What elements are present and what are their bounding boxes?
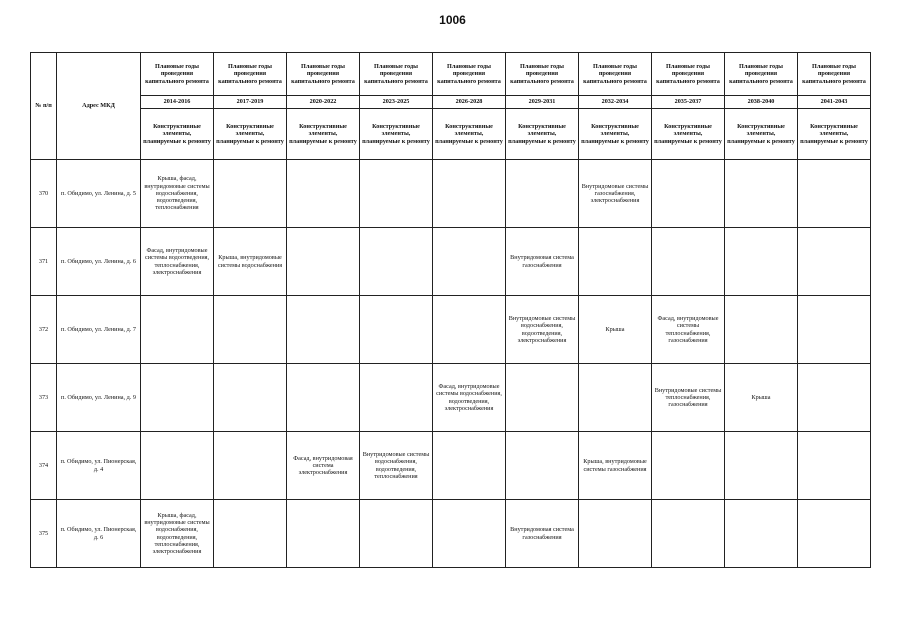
repair-cell: Внутридомовая система газоснабжения [506,500,579,568]
page-number: 1006 [439,13,466,27]
elements-header: Конструктивные элементы, планируемые к ремонту [506,109,579,160]
period-years: 2020-2022 [287,96,360,109]
repair-cell [433,432,506,500]
repair-cell [798,296,871,364]
period-title: Плановые годы проведения капитального ремонта [360,53,433,96]
repair-cell [798,432,871,500]
table-row [31,296,871,364]
repair-cell [798,500,871,568]
repair-cell [360,228,433,296]
elements-header: Конструктивные элементы, планируемые к ремонту [360,109,433,160]
repair-cell [360,500,433,568]
table-row [31,432,871,500]
elements-header: Конструктивные элементы, планируемые к ремонту [579,109,652,160]
row-number: 372 [31,296,57,364]
header-row-titles [31,53,871,96]
period-title: Плановые годы проведения капитального ремонта [579,53,652,96]
repair-cell [506,160,579,228]
repair-cell [287,364,360,432]
period-title: Плановые годы проведения капитального ремонта [725,53,798,96]
repair-cell [798,160,871,228]
elements-header: Конструктивные элементы, планируемые к ремонту [652,109,725,160]
repair-cell [433,228,506,296]
period-title: Плановые годы проведения капитального ремонта [287,53,360,96]
period-title: Плановые годы проведения капитального ремонта [214,53,287,96]
period-years: 2035-2037 [652,96,725,109]
repair-cell: Внутридомовые системы водоснабжения, водоотведения, электроснабжения [506,296,579,364]
period-title: Плановые годы проведения капитального ремонта [141,53,214,96]
repair-cell [652,432,725,500]
repair-cell [433,160,506,228]
period-title: Плановые годы проведения капитального ремонта [433,53,506,96]
repair-cell [360,364,433,432]
row-address: п. Обидимо, ул. Пионерская, д. 4 [57,432,141,500]
repair-cell [652,228,725,296]
repair-cell: Крыша, внутридомовые системы водоснабжения [214,228,287,296]
repair-cell [725,228,798,296]
repair-cell: Внутридомовые системы теплоснабжения, газоснабжения [652,364,725,432]
repair-cell: Внутридомовые системы водоснабжения, водоотведения, теплоснабжения [360,432,433,500]
row-number: 371 [31,228,57,296]
repair-cell [287,296,360,364]
repair-cell: Крыша, фасад, внутридомовые системы водоснабжения, водоотведения, теплоснабжения [141,160,214,228]
address-column-header: Адрес МКД [57,53,141,160]
repair-cell [579,500,652,568]
repair-cell [725,500,798,568]
repair-cell [287,500,360,568]
repair-cell [214,364,287,432]
repair-cell: Крыша, внутридомовые системы газоснабжения [579,432,652,500]
repair-cell [287,160,360,228]
repair-cell [360,296,433,364]
repair-cell [214,432,287,500]
repair-cell: Фасад, внутридомовая система электроснабжения [287,432,360,500]
repair-cell [214,160,287,228]
table-row [31,364,871,432]
period-years: 2017-2019 [214,96,287,109]
elements-header: Конструктивные элементы, планируемые к ремонту [141,109,214,160]
header-row-elements [31,109,871,160]
period-title: Плановые годы проведения капитального ремонта [506,53,579,96]
table-row [31,228,871,296]
repair-cell: Внутридомовая система газоснабжения [506,228,579,296]
period-years: 2038-2040 [725,96,798,109]
header-row-years [31,96,871,109]
elements-header: Конструктивные элементы, планируемые к ремонту [433,109,506,160]
period-title: Плановые годы проведения капитального ремонта [652,53,725,96]
row-address: п. Обидимо, ул. Ленина, д. 5 [57,160,141,228]
elements-header: Конструктивные элементы, планируемые к ремонту [287,109,360,160]
repair-cell [214,296,287,364]
row-address: п. Обидимо, ул. Ленина, д. 7 [57,296,141,364]
repair-cell: Крыша [725,364,798,432]
row-number: 373 [31,364,57,432]
repair-cell [433,296,506,364]
row-number: 370 [31,160,57,228]
repair-cell: Фасад, внутридомовые системы теплоснабжения, газоснабжения [652,296,725,364]
repair-cell [579,228,652,296]
repair-cell: Внутридомовые системы газоснабжения, электроснабжения [579,160,652,228]
elements-header: Конструктивные элементы, планируемые к ремонту [798,109,871,160]
repair-cell: Фасад, внутридомовые системы водоснабжения, водоотведения, электроснабжения [433,364,506,432]
elements-header: Конструктивные элементы, планируемые к ремонту [725,109,798,160]
repair-cell [579,364,652,432]
table-row [31,160,871,228]
capital-repair-table [30,52,871,568]
repair-cell [652,160,725,228]
num-column-header: № п/п [31,53,57,160]
repair-cell [506,364,579,432]
period-years: 2029-2031 [506,96,579,109]
repair-cell [506,432,579,500]
repair-cell: Крыша [579,296,652,364]
repair-cell [725,160,798,228]
repair-cell [798,364,871,432]
row-number: 375 [31,500,57,568]
period-years: 2023-2025 [360,96,433,109]
repair-cell [214,500,287,568]
period-title: Плановые годы проведения капитального ремонта [798,53,871,96]
period-years: 2041-2043 [798,96,871,109]
table-row [31,500,871,568]
repair-cell: Фасад, внутридомовые системы водоотведения, теплоснабжения, электроснабжения [141,228,214,296]
period-years: 2014-2016 [141,96,214,109]
repair-cell [287,228,360,296]
row-number: 374 [31,432,57,500]
repair-cell [141,364,214,432]
row-address: п. Обидимо, ул. Пионерская, д. 6 [57,500,141,568]
period-years: 2032-2034 [579,96,652,109]
elements-header: Конструктивные элементы, планируемые к ремонту [214,109,287,160]
repair-cell [725,296,798,364]
row-address: п. Обидимо, ул. Ленина, д. 6 [57,228,141,296]
repair-cell [433,500,506,568]
period-years: 2026-2028 [433,96,506,109]
repair-cell [360,160,433,228]
repair-cell [652,500,725,568]
repair-cell: Крыша, фасад, внутридомовые системы водоснабжения, водоотведения, теплоснабжения, электроснабжения [141,500,214,568]
repair-cell [798,228,871,296]
repair-cell [725,432,798,500]
row-address: п. Обидимо, ул. Ленина, д. 9 [57,364,141,432]
repair-cell [141,432,214,500]
repair-cell [141,296,214,364]
